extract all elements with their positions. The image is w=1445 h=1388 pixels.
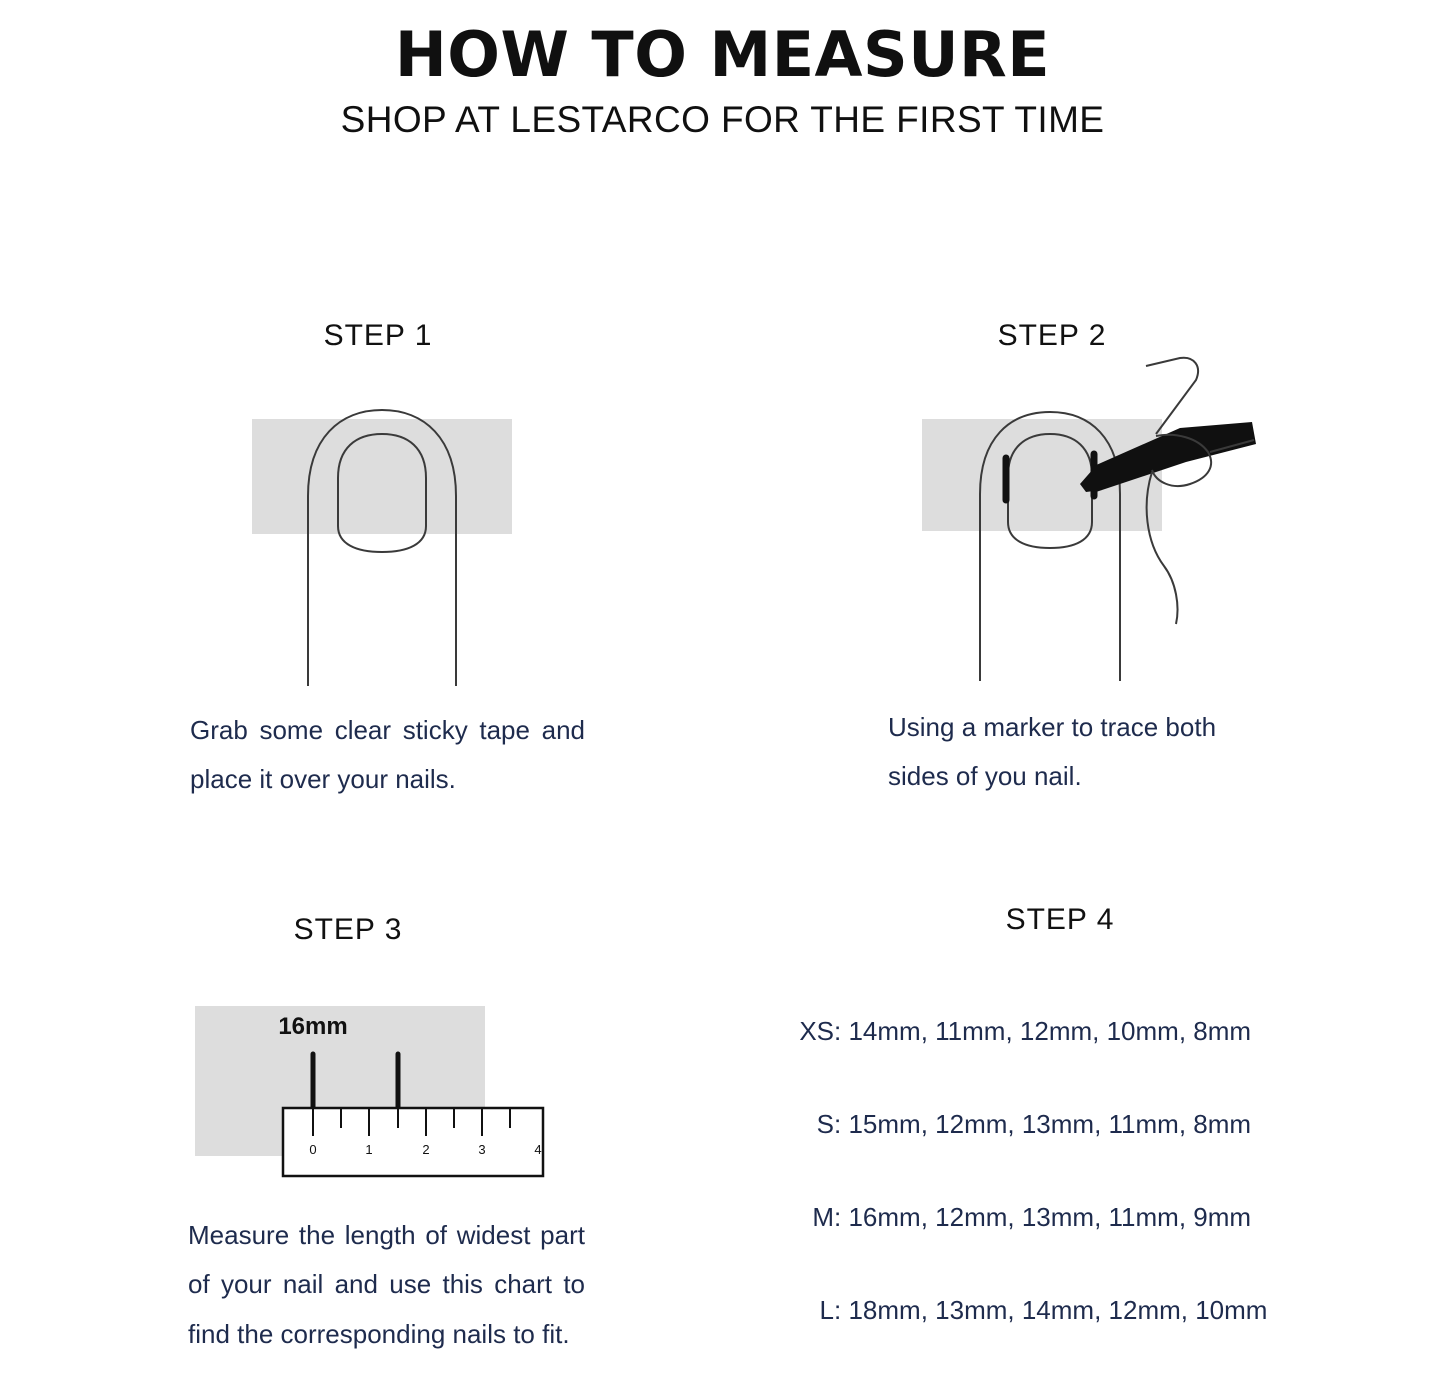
size-key-m: M: [812, 1202, 834, 1233]
page-subtitle: SHOP AT LESTARCO FOR THE FIRST TIME: [340, 99, 1105, 141]
step-1-caption: Grab some clear sticky tape and place it over your nails.: [190, 715, 585, 795]
ruler-tick-4: 4: [534, 1142, 542, 1158]
size-values-m: 16mm, 12mm, 13mm, 11mm, 9mm: [848, 1202, 1252, 1233]
ruler-tick-2: 2: [422, 1142, 430, 1158]
size-row: [790, 1016, 1330, 1047]
step-2-caption: Using a marker to trace both sides of you nail.: [888, 712, 1217, 792]
size-row: [790, 1295, 1330, 1326]
tape-rectangle: [252, 419, 512, 534]
size-key-xs: XS: [799, 1016, 834, 1047]
step-4-label: STEP 4: [1005, 903, 1115, 937]
step-1-label: STEP 1: [323, 319, 433, 353]
measurement-label: 16mm: [278, 1013, 348, 1041]
size-key-s: S: [816, 1109, 834, 1140]
ruler-tick-3: 3: [478, 1142, 486, 1158]
ruler-measurement-diagram: [195, 996, 595, 1196]
step-3-caption: Measure the length of widest part of your nail and use this chart to find the corresponding nails to fit.: [188, 1220, 585, 1349]
step-2-label: STEP 2: [997, 319, 1107, 353]
size-values-l: 18mm, 13mm, 14mm, 12mm, 10mm: [848, 1295, 1268, 1326]
size-separator: :: [834, 1016, 842, 1047]
finger-with-tape-diagram: [180, 386, 600, 696]
step-3-illustration: [195, 996, 595, 1196]
size-separator: :: [834, 1109, 842, 1140]
size-chart: [790, 1016, 1330, 1388]
header: [0, 0, 1445, 141]
marker-tracing-nail-diagram: [880, 356, 1300, 686]
step-2-illustration: [880, 356, 1300, 686]
size-separator: :: [834, 1295, 842, 1326]
ruler-tick-1: 1: [365, 1142, 373, 1158]
size-separator: :: [834, 1202, 842, 1233]
size-row: [790, 1109, 1330, 1140]
step-3-label: STEP 3: [293, 913, 403, 947]
size-values-s: 15mm, 12mm, 13mm, 11mm, 8mm: [848, 1109, 1252, 1140]
page-title: HOW TO MEASURE: [394, 18, 1051, 91]
ruler-tick-0: 0: [309, 1142, 317, 1158]
size-values-xs: 14mm, 11mm, 12mm, 10mm, 8mm: [848, 1016, 1252, 1047]
size-key-l: L: [819, 1295, 834, 1326]
size-row: [790, 1202, 1330, 1233]
step-1-illustration: [180, 386, 600, 696]
ruler-body: [283, 1108, 543, 1176]
